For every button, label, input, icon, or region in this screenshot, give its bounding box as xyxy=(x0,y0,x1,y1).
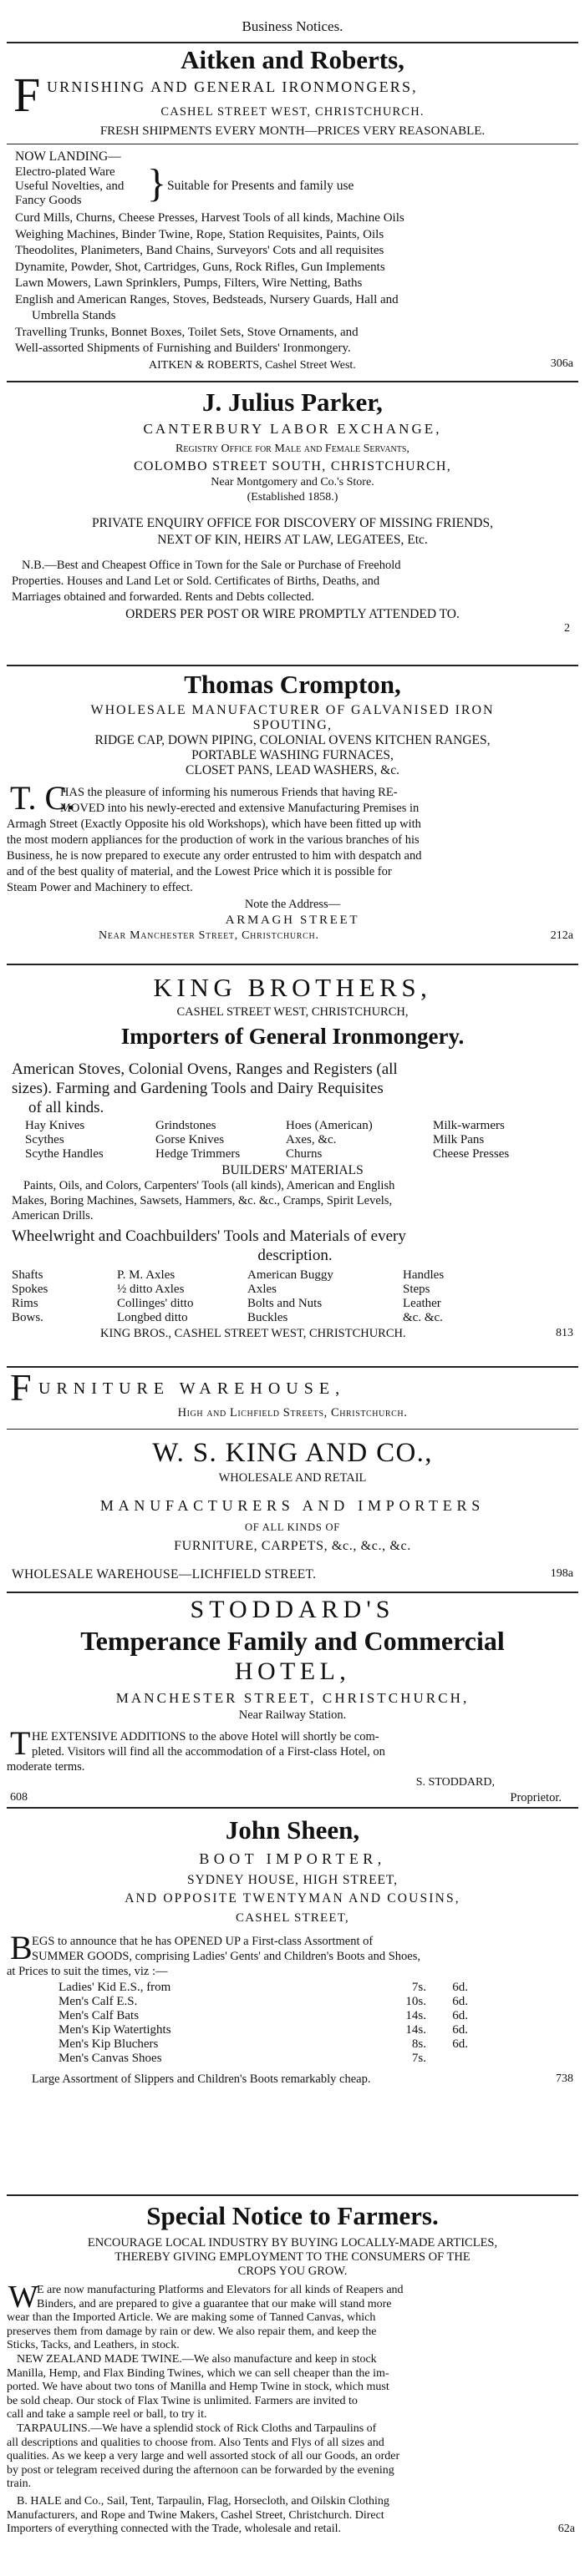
ad-john-sheen xyxy=(7,1814,578,2089)
table-cell: Hedge Trimmers xyxy=(155,1147,241,1161)
table-cell: 10s. xyxy=(405,1995,426,2008)
table-cell: Axles xyxy=(247,1283,277,1296)
table-cell: Longbed ditto xyxy=(117,1311,188,1324)
encourage-line: THEREBY GIVING EMPLOYMENT TO THE CONSUMERS OF THE xyxy=(114,2250,471,2264)
now-landing: NOW LANDING— xyxy=(15,149,121,164)
body-line: wear than the Imported Article. We are making some of Tanned Canvas, which xyxy=(7,2311,376,2325)
divider xyxy=(7,2194,578,2196)
ad-julius-parker xyxy=(7,386,578,635)
table-cell: Churns xyxy=(286,1147,323,1161)
ad-address: ARMAGH STREET xyxy=(225,913,360,927)
table-cell: Hoes (American) xyxy=(286,1119,373,1132)
ad-title: HOTEL, xyxy=(234,1657,351,1685)
ad-address: AND OPPOSITE TWENTYMAN AND COUSINS, xyxy=(125,1891,460,1905)
table-row xyxy=(58,2037,468,2052)
table-cell: Men's Canvas Shoes xyxy=(58,2052,162,2065)
ad-encourage xyxy=(7,2236,578,2279)
intro-line: of all kinds. xyxy=(28,1099,104,1116)
table-row xyxy=(58,2009,468,2023)
ad-note: Note the Address— xyxy=(244,898,341,911)
table-cell: Men's Kip Bluchers xyxy=(58,2037,159,2051)
ad-ref: 2 xyxy=(564,622,570,635)
body-line: train. xyxy=(7,2477,32,2491)
ad-stoddards xyxy=(7,1595,578,1808)
newspaper-page xyxy=(7,0,578,2536)
table-cell: Milk Pans xyxy=(433,1133,485,1146)
drop-cap: F xyxy=(10,1366,32,1409)
body-line: SUMMER GOODS, comprising Ladies' Gents' and Children's Boots and Shoes, xyxy=(32,1950,420,1963)
table-cell: ½ ditto Axles xyxy=(117,1283,185,1296)
body-line: EGS to announce that he has OPENED UP a First-class Assortment of xyxy=(32,1935,374,1948)
ad-footer-text: Large Assortment of Slippers and Children's Boots remarkably cheap. xyxy=(32,2072,371,2086)
body-line: preserves them from damage by rain or dew. We also repair them, and keep the xyxy=(7,2325,377,2338)
body-line: pleted. Visitors will find all the accommodation of a First-class Hotel, on xyxy=(32,1745,385,1759)
ad-subtitle: URNISHING AND GENERAL IRONMONGERS, xyxy=(47,78,418,95)
ad-signature: KING BROS., CASHEL STREET WEST, CHRISTCHURCH. xyxy=(100,1327,406,1340)
ad-proprietor: Proprietor. xyxy=(510,1791,562,1804)
table-row xyxy=(25,1119,563,1133)
ad-ws-king xyxy=(7,1366,578,1587)
table-cell: Cheese Presses xyxy=(433,1147,510,1161)
ad-body xyxy=(7,2280,578,2537)
brace-item: Electro-plated Ware xyxy=(15,165,115,179)
ad-footer xyxy=(7,1566,578,1587)
ad-ref: 198a xyxy=(550,1567,573,1580)
body-line: HE EXTENSIVE ADDITIONS to the above Hotel will shortly be com- xyxy=(32,1730,379,1743)
body-line: Theodolites, Planimeters, Band Chains, Surveyors' Cots and all requisites xyxy=(15,244,384,257)
ad-body xyxy=(7,1929,578,1979)
ad-shipments: FRESH SHIPMENTS EVERY MONTH—PRICES VERY REASONABLE. xyxy=(99,124,486,138)
table-cell: 6d. xyxy=(452,1995,468,2008)
table-cell: Buckles xyxy=(247,1311,288,1324)
ad-line: CLOSET PANS, LEAD WASHERS, &c. xyxy=(186,763,399,777)
ad-intro xyxy=(7,1227,578,1265)
body-line: call and take a sample reel or ball, to try it. xyxy=(7,2408,207,2422)
table-cell: Collinges' ditto xyxy=(117,1297,194,1310)
ad-builders: BUILDERS' MATERIALS xyxy=(221,1163,364,1177)
brace-items xyxy=(15,165,124,208)
ad-title: W. S. KING AND CO., xyxy=(152,1438,433,1468)
divider xyxy=(7,381,578,382)
body-line: Sticks, Tacks, and Leathers, in stock. xyxy=(7,2339,180,2352)
table-row xyxy=(58,2023,468,2037)
table-cell xyxy=(426,2052,468,2066)
ad-footer xyxy=(7,2069,578,2089)
table-cell: 8s. xyxy=(411,2037,426,2051)
ad-furniture-block xyxy=(7,1366,578,1409)
body-line: Armagh Street (Exactly Opposite his old Workshops), which have been fitted up with xyxy=(7,817,421,831)
table-row xyxy=(12,1268,533,1283)
drop-cap: W xyxy=(8,2280,38,2315)
ad-title: John Sheen, xyxy=(225,1815,360,1845)
ad-established: (Established 1858.) xyxy=(247,491,338,504)
ad-line: SPOUTING, xyxy=(252,718,333,732)
ad-address: High and Lichfield Streets, Christchurch. xyxy=(177,1406,408,1420)
ad-orders: ORDERS PER POST OR WIRE PROMPTLY ATTENDED TO. xyxy=(125,607,460,621)
ad-subtitle: BOOT IMPORTER, xyxy=(199,1850,386,1867)
table-row xyxy=(12,1311,533,1325)
ad-near: Near Montgomery and Co.'s Store. xyxy=(211,476,374,488)
ad-ref: 813 xyxy=(556,1327,573,1339)
items-table xyxy=(25,1119,563,1161)
ad-title: Aitken and Roberts, xyxy=(181,45,404,74)
brace-list xyxy=(7,161,578,210)
ad-footer xyxy=(7,357,578,376)
table-cell: P. M. Axles xyxy=(117,1268,176,1282)
body-line: Lawn Mowers, Lawn Sprinklers, Pumps, Filters, Wire Netting, Baths xyxy=(15,276,363,290)
table-cell: 14s. xyxy=(405,2009,426,2022)
ad-body xyxy=(7,558,578,605)
body-line: Marriages obtained and forwarded. Rents and Debts collected. xyxy=(12,590,314,604)
divider xyxy=(7,964,578,965)
ad-title: J. Julius Parker, xyxy=(202,387,383,417)
ad-footer xyxy=(7,928,578,946)
body-line: NEW ZEALAND MADE TWINE.—We also manufacture and keep in stock xyxy=(17,2352,377,2366)
table-cell: 6d. xyxy=(452,2037,468,2051)
ad-intro xyxy=(7,1060,578,1117)
table-cell: 6d. xyxy=(452,2009,468,2022)
ad-address: COLOMBO STREET SOUTH, CHRISTCHURCH, xyxy=(133,459,452,473)
brace-glyph: } xyxy=(147,161,167,205)
ad-near: Near Railway Station. xyxy=(238,1708,347,1722)
table-cell: Grindstones xyxy=(155,1119,216,1132)
body-line: Dynamite, Powder, Shot, Cartridges, Guns, Rock Rifles, Gun Implements xyxy=(15,260,385,274)
intro-line: American Stoves, Colonial Ovens, Ranges and Registers (all xyxy=(12,1060,398,1078)
drop-cap: T. C. xyxy=(10,779,76,817)
table-cell: Spokes xyxy=(12,1283,48,1296)
last-line xyxy=(7,2523,578,2537)
body-line: Curd Mills, Churns, Cheese Presses, Harvest Tools of all kinds, Machine Oils xyxy=(15,211,404,225)
body-line: moderate terms. xyxy=(7,1760,85,1774)
ad-address: SYDNEY HOUSE, HIGH STREET, xyxy=(187,1873,398,1887)
table-cell: Men's Calf E.S. xyxy=(58,1995,138,2008)
intro-line: Wheelwright and Coachbuilders' Tools and Materials of every xyxy=(12,1227,406,1245)
ad-title: KING BROTHERS, xyxy=(153,973,432,1002)
body-line: Manilla, Hemp, and Flax Binding Twines, which we can sell cheaper than the im- xyxy=(7,2366,389,2380)
drop-cap: B xyxy=(10,1929,33,1966)
body-line: American Drills. xyxy=(12,1209,94,1222)
ad-private-line: PRIVATE ENQUIRY OFFICE FOR DISCOVERY OF MISSING FRIENDS, xyxy=(91,516,493,530)
ad-furniture: URNITURE WAREHOUSE, xyxy=(38,1379,346,1398)
body-line: Makes, Boring Machines, Sawsets, Hammers, &c. &c., Cramps, Spirit Levels, xyxy=(12,1194,393,1207)
ad-importers: Importers of General Ironmongery. xyxy=(120,1024,465,1049)
table-row xyxy=(58,1995,468,2009)
table-row xyxy=(25,1147,563,1161)
ad-ref: 62a xyxy=(557,2523,575,2536)
body-line: Properties. Houses and Land Let or Sold. Certificates of Births, Deaths, and xyxy=(12,574,380,588)
body-line: Business, he is now prepared to execute any order entrusted to him with despatch and xyxy=(7,849,422,863)
table-row xyxy=(58,1981,468,1995)
intro-line: description. xyxy=(257,1247,333,1264)
table-cell: 6d. xyxy=(452,1981,468,1994)
table-cell: Scythes xyxy=(25,1133,64,1146)
body-line: Umbrella Stands xyxy=(32,309,116,322)
ad-private-line: NEXT OF KIN, HEIRS AT LAW, LEGATEES, Etc. xyxy=(157,533,428,547)
ad-address: CASHEL STREET WEST, CHRISTCHURCH. xyxy=(160,105,425,119)
table-cell: Men's Kip Watertights xyxy=(58,2023,171,2037)
ad-special-notice-farmers xyxy=(7,2199,578,2537)
body-line: Importers of everything connected with the Trade, wholesale and retail. xyxy=(7,2523,342,2536)
table-cell: Bolts and Nuts xyxy=(247,1297,323,1310)
ad-signature: S. STODDARD, xyxy=(415,1776,495,1789)
body-line: be sold cheap. Our stock of Flax Twine is unlimited. Farmers are invited to xyxy=(7,2394,358,2407)
table-row xyxy=(25,1133,563,1147)
ad-line: PORTABLE WASHING FURNACES, xyxy=(191,748,394,762)
price-table xyxy=(58,1981,468,2066)
body-line: and of the best quality of material, and the Lowest Price which it is possible for xyxy=(7,865,392,878)
ad-address-line: Near Manchester Street, Christchurch. xyxy=(99,929,319,942)
divider xyxy=(7,1592,578,1593)
ad-thomas-crompton xyxy=(7,668,578,946)
body-line: E are now manufacturing Platforms and Elevators for all kinds of Reapers and xyxy=(37,2284,404,2296)
ad-registry: Registry Office for Male and Female Servants, xyxy=(176,443,410,455)
drop-cap: F xyxy=(13,68,41,122)
table-cell: 6d. xyxy=(452,2023,468,2037)
table-cell: Bows. xyxy=(12,1311,43,1324)
ad-goods: FURNITURE, CARPETS, &c., &c., &c. xyxy=(174,1539,411,1553)
ad-title: Special Notice to Farmers. xyxy=(146,2201,439,2230)
divider xyxy=(7,1429,578,1430)
table-cell: 7s. xyxy=(411,2052,426,2065)
ad-of-all: OF ALL KINDS OF xyxy=(245,1521,340,1533)
ad-king-brothers xyxy=(7,970,578,1344)
table-cell: Scythe Handles xyxy=(25,1147,104,1161)
section-header: Business Notices. xyxy=(242,18,343,34)
ad-ref: 738 xyxy=(556,2072,573,2085)
ad-warehouse: WHOLESALE WAREHOUSE—LICHFIELD STREET. xyxy=(12,1567,317,1582)
table-cell: Men's Calf Bats xyxy=(58,2009,140,2022)
body-line: at Prices to suit the times, viz :— xyxy=(7,1965,168,1978)
brace-item: Fancy Goods xyxy=(15,194,82,207)
ad-title: STODDARD'S xyxy=(190,1596,395,1623)
body-line: all descriptions and qualities to choose from. Also Tents and Flys of all sizes and xyxy=(7,2436,384,2449)
brace-note: Suitable for Presents and family use xyxy=(167,179,354,193)
table-cell: Gorse Knives xyxy=(155,1133,225,1146)
table-cell: Axes, &c. xyxy=(286,1133,337,1146)
drop-cap: T xyxy=(10,1724,31,1762)
body-line: Binders, and are prepared to give a guarantee that our make will stand more xyxy=(37,2297,392,2310)
ad-title: Temperance Family and Commercial xyxy=(80,1626,505,1656)
ad-address: CASHEL STREET WEST, CHRISTCHURCH, xyxy=(176,1005,409,1019)
intro-line: sizes). Farming and Gardening Tools and Dairy Requisites xyxy=(12,1080,384,1097)
ad-footer xyxy=(7,1789,578,1808)
table-cell: Ladies' Kid E.S., from xyxy=(58,1981,171,1994)
table-row xyxy=(58,2052,468,2066)
body-line: Travelling Trunks, Bonnet Boxes, Toilet Sets, Stove Ornaments, and xyxy=(15,325,359,339)
table-cell: Steps xyxy=(403,1283,430,1296)
table-cell: Leather xyxy=(403,1297,441,1310)
body-line: Manufacturers, and Rope and Twine Makers, Cashel Street, Christchurch. Direct xyxy=(7,2508,384,2522)
ad-ref: 212a xyxy=(550,929,573,942)
body-line: TARPAULINS.—We have a splendid stock of Rick Cloths and Tarpaulins of xyxy=(17,2422,377,2435)
ad-address: MANCHESTER STREET, CHRISTCHURCH, xyxy=(115,1690,470,1706)
ad-subtitle: CANTERBURY LABOR EXCHANGE, xyxy=(143,421,442,437)
ad-wholesale: WHOLESALE AND RETAIL xyxy=(218,1471,367,1485)
body-line: by post or telegram received during the afternoon can be forwarded by the evening xyxy=(7,2463,394,2477)
encourage-line: CROPS YOU GROW. xyxy=(237,2265,348,2278)
ad-body xyxy=(7,210,578,357)
body-line: English and American Ranges, Stoves, Bedsteads, Nursery Guards, Hall and xyxy=(15,292,399,306)
body-line: qualities. As we keep a very large and well assorted stock of all our Goods, an order xyxy=(7,2450,400,2463)
body-line: Paints, Oils, and Colors, Carpenters' Tools (all kinds), American and English xyxy=(23,1179,395,1192)
ad-line: RIDGE CAP, DOWN PIPING, COLONIAL OVENS KITCHEN RANGES, xyxy=(94,733,491,747)
table-cell: American Buggy xyxy=(247,1268,333,1282)
body-line: HAS the pleasure of informing his numerous Friends that having RE- xyxy=(60,786,398,799)
table-cell: Hay Knives xyxy=(25,1119,85,1132)
body-line: the most modern appliances for the production of work in the various branches of his xyxy=(7,833,420,847)
ad-line: WHOLESALE MANUFACTURER OF GALVANISED IRON xyxy=(90,703,495,717)
ad-body xyxy=(7,1724,578,1774)
table-cell: &c. &c. xyxy=(403,1311,443,1324)
body-line: MOVED into his newly-erected and extensive Manufacturing Premises in xyxy=(60,802,420,815)
table-cell: 7s. xyxy=(411,1981,426,1994)
ad-ref: 608 xyxy=(10,1791,28,1804)
table-row xyxy=(12,1297,533,1311)
body-line: B. HALE and Co., Sail, Tent, Tarpaulin, Flag, Horsecloth, and Oilskin Clothing xyxy=(17,2494,389,2508)
table-cell: Handles xyxy=(403,1268,445,1282)
encourage-line: ENCOURAGE LOCAL INDUSTRY BY BUYING LOCALLY-MADE ARTICLES, xyxy=(87,2236,498,2250)
body-line: Steam Power and Machinery to effect. xyxy=(7,881,193,894)
table-cell: Shafts xyxy=(12,1268,43,1282)
table-row xyxy=(12,1283,533,1297)
table-cell: Milk-warmers xyxy=(433,1119,505,1132)
table-cell: Rims xyxy=(12,1297,38,1310)
items-table xyxy=(12,1268,533,1325)
ad-address: CASHEL STREET, xyxy=(236,1911,349,1925)
ad-manufacturers: MANUFACTURERS AND IMPORTERS xyxy=(99,1497,486,1514)
body-line: ported. We have about two tons of Manilla and Hemp Twine in stock, which must xyxy=(7,2381,389,2394)
ad-title: Thomas Crompton, xyxy=(184,670,401,699)
body-line: Well-assorted Shipments of Furnishing and Builders' Ironmongery. xyxy=(15,342,351,355)
ad-body xyxy=(7,779,578,896)
table-cell: 14s. xyxy=(405,2023,426,2037)
ad-ref: 306a xyxy=(550,357,573,370)
ad-footer xyxy=(7,1325,578,1344)
divider xyxy=(7,1807,578,1809)
ad-aitken-roberts xyxy=(7,43,578,376)
divider xyxy=(7,665,578,666)
brace-item: Useful Novelties, and xyxy=(15,180,125,193)
ad-body xyxy=(7,1178,578,1223)
body-line: Weighing Machines, Binder Twine, Rope, Station Requisites, Paints, Oils xyxy=(15,227,384,241)
body-line: N.B.—Best and Cheapest Office in Town for the Sale or Purchase of Freehold xyxy=(22,559,401,572)
divider xyxy=(7,1366,578,1368)
ad-signature: AITKEN & ROBERTS, Cashel Street West. xyxy=(149,358,356,372)
